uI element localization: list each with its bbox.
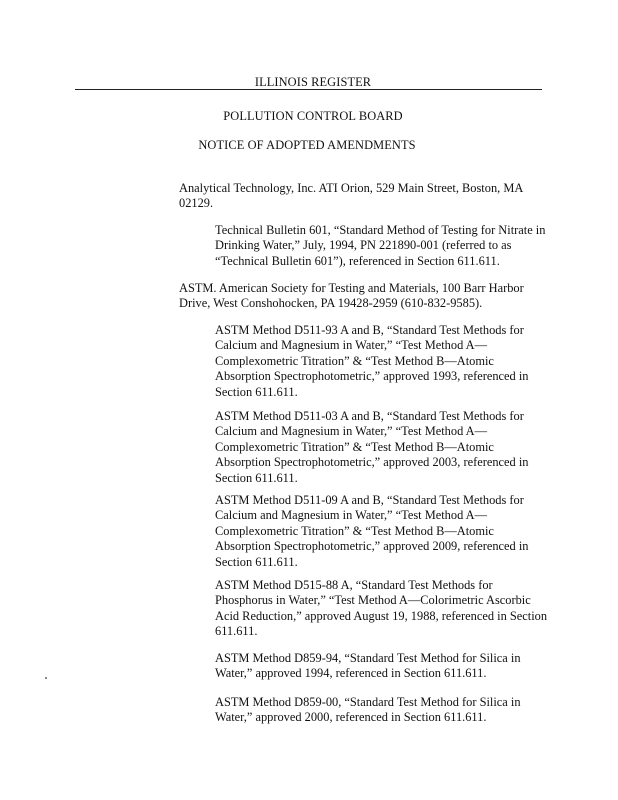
organization-entry-astm: ASTM. American Society for Testing and Materials, 100 Barr Harbor Drive, West Conshohocken, PA 19428-2959 (610-832-9585). [179,281,524,311]
reference-entry-astm-d511-09: ASTM Method D511-09 A and B, “Standard Test Methods for Calcium and Magnesium in Water,” “Test Method A—Complexometric Titration” & “Test Method B—Atomic Absorption Spectrophotometric,” approved 2009, referenced in Section 611.611. [215,493,529,569]
reference-entry-astm-d515-88: ASTM Method D515-88 A, “Standard Test Methods for Phosphorus in Water,” “Test Method A—Colorimetric Ascorbic Acid Reduction,” approved August 19, 1988, referenced in Section 611.611. [215,578,548,639]
board-name: POLLUTION CONTROL BOARD [223,109,403,123]
organization-entry-ati: Analytical Technology, Inc. ATI Orion, 529 Main Street, Boston, MA 02129. [179,181,523,211]
reference-entry-astm-d859-94: ASTM Method D859-94, “Standard Test Method for Silica in Water,” approved 1994, referenced in Section 611.611. [215,651,521,681]
reference-entry-astm-d511-03: ASTM Method D511-03 A and B, “Standard Test Methods for Calcium and Magnesium in Water,” “Test Method A—Complexometric Titration” & “Test Method B—Atomic Absorption Spectrophotometric,” approved 2003, referenced in Section 611.611. [215,409,529,485]
reference-entry-astm-d859-00: ASTM Method D859-00, “Standard Test Method for Silica in Water,” approved 2000, referenced in Section 611.611. [215,695,521,725]
reference-entry-astm-d511-93: ASTM Method D511-93 A and B, “Standard Test Methods for Calcium and Magnesium in Water,” “Test Method A—Complexometric Titration” & “Test Method B—Atomic Absorption Spectrophotometric,” approved 1993, referenced in Section 611.611. [215,323,529,399]
register-title: ILLINOIS REGISTER [254,75,372,89]
scan-speck [45,677,47,679]
header-rule [75,89,542,90]
reference-entry-technical-bulletin-601: Technical Bulletin 601, “Standard Method of Testing for Nitrate in Drinking Water,” July, 1994, PN 221890-001 (referred to as “Technical Bulletin 601”), referenced in Section 611.611. [215,223,546,268]
notice-title: NOTICE OF ADOPTED AMENDMENTS [198,138,416,152]
